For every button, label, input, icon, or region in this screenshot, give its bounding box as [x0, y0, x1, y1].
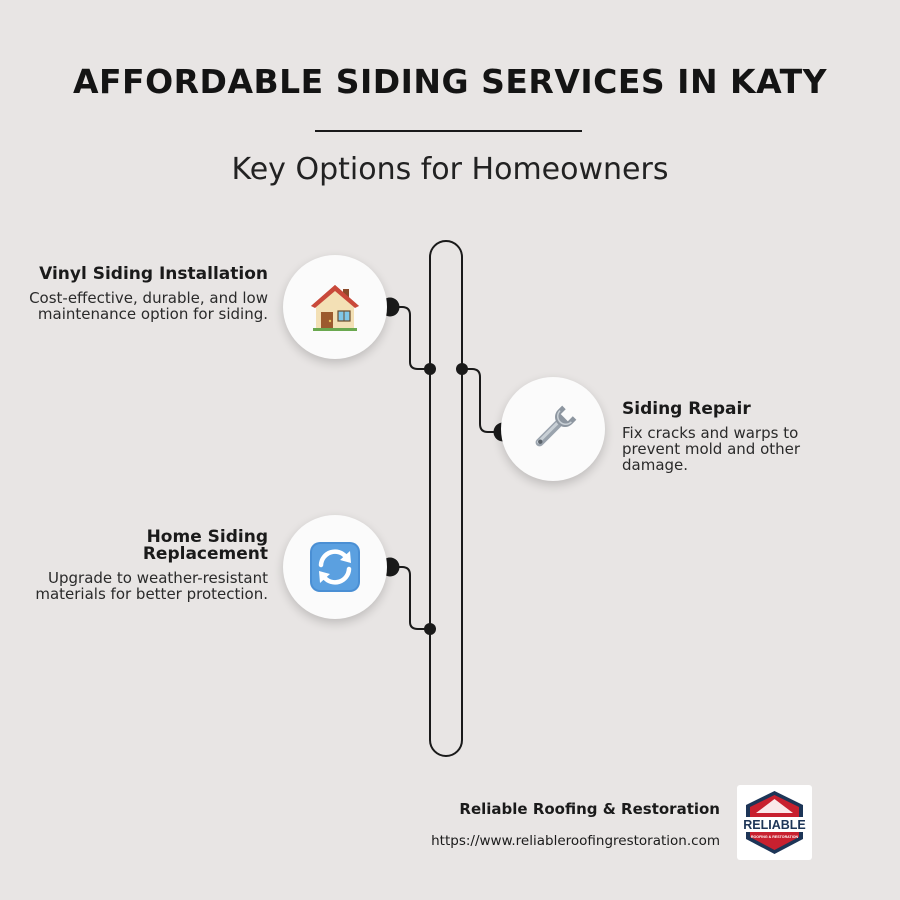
footer-company-name: Reliable Roofing & Restoration	[459, 800, 720, 818]
page-title: AFFORDABLE SIDING SERVICES IN KATY	[72, 62, 828, 101]
central-track	[430, 241, 462, 756]
siding-replacement-title: Home Siding Replacement	[142, 527, 268, 564]
siding-repair-description: Fix cracks and warps to prevent mold and other damage.	[622, 424, 801, 474]
company-logo	[737, 785, 812, 860]
vinyl-siding-block	[28, 266, 268, 322]
connector-vinyl	[390, 307, 430, 369]
house-icon	[309, 281, 361, 333]
siding-replacement-description: Upgrade to weather-resistant materials for better protection.	[35, 569, 268, 603]
svg-text:ROOFING & RESTORATION: ROOFING & RESTORATION	[750, 835, 799, 839]
siding-repair-icon-circle	[501, 377, 605, 481]
refresh-icon	[309, 541, 361, 593]
connector-replacement	[390, 567, 430, 629]
siding-repair-block	[622, 401, 852, 473]
reliable-logo-icon	[737, 785, 812, 860]
siding-replacement-icon-circle	[283, 515, 387, 619]
connector-repair	[462, 369, 503, 432]
footer-website-link[interactable]: https://www.reliableroofingrestoration.com	[431, 833, 720, 849]
wrench-icon	[526, 402, 580, 456]
svg-text:RELIABLE: RELIABLE	[743, 818, 806, 832]
page-subtitle: Key Options for Homeowners	[231, 152, 669, 187]
vinyl-siding-icon-circle	[283, 255, 387, 359]
node-replacement-track	[424, 623, 436, 635]
vinyl-siding-description: Cost-effective, durable, and low maintenance option for siding.	[29, 289, 268, 323]
vinyl-siding-title: Vinyl Siding Installation	[39, 264, 268, 284]
siding-repair-title: Siding Repair	[622, 399, 751, 419]
node-repair-track	[456, 363, 468, 375]
node-vinyl-track	[424, 363, 436, 375]
siding-replacement-block	[28, 529, 268, 602]
